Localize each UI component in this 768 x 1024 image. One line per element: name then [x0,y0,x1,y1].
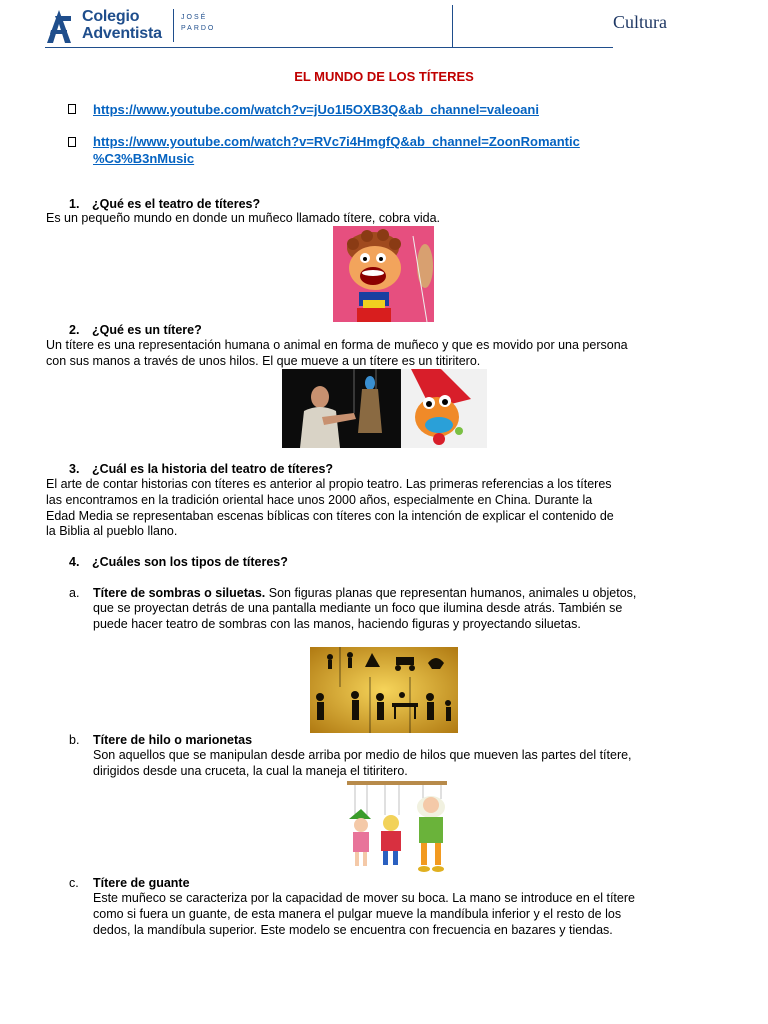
section-label: Cultura [613,12,667,32]
header-divider [452,5,453,47]
type-a: a. Títere de sombras o siluetas. Son figuras planas que representan humanos, animales u objetos, [69,586,637,600]
type-b: b. Títere de hilo o marionetas [69,733,253,747]
header-rule [45,47,613,48]
bullet-icon [68,104,76,114]
type-c: c. Títere de guante [69,876,190,890]
answer-3: El arte de contar historias con títeres es anterior al propio teatro. Las primeras referencias a los títeres las encontramos en la tradición oriental hace unos 2000 años, especialmente en China. Durante la Edad Media se representaban escenas bíblicas con títeres con la intención de explicar el contenido de la Biblia al pueblo llano. [46,477,614,539]
answer-2: Un títere es una representación humana o animal en forma de muñeco y que es movido por una persona con sus manos a través de unos hilos. El que mueve a un títere es un titiritero. [46,338,628,368]
puppet-image [333,226,434,322]
question-2: 2. ¿Qué es un títere? [69,323,202,337]
question-1: 1. ¿Qué es el teatro de títeres? [69,197,261,211]
glove-puppet-image [401,369,487,448]
logo-line1: Colegio [82,8,140,25]
page-header [0,0,768,50]
logo-sub1: JOSÉ [181,14,208,21]
page-title: EL MUNDO DE LOS TÍTERES [294,69,474,84]
logo-line2: Adventista [82,25,162,42]
type-a-desc: que se proyectan detrás de una pantalla mediante un foco que ilumina desde atrás. También se puede hacer teatro de sombras con las manos, haciendo figuras y proyectando siluetas. [93,601,623,631]
question-4: 4. ¿Cuáles son los tipos de títeres? [69,555,288,569]
school-logo-mark [45,8,73,44]
shadow-puppets-image [310,647,458,733]
bullet-icon [68,137,76,147]
video-link-1[interactable]: https://www.youtube.com/watch?v=jUo1I5OXB3Q&ab_channel=valeoani [93,102,539,117]
answer-1: Es un pequeño mundo en donde un muñeco llamado títere, cobra vida. [46,211,441,225]
marionettes-image [327,779,464,876]
logo-separator [173,9,174,42]
video-link-2[interactable]: https://www.youtube.com/watch?v=RVc7i4HmgfQ&ab_channel=ZoonRomantic [93,134,580,149]
logo-sub2: PARDO [181,25,216,32]
type-c-desc: Este muñeco se caracteriza por la capacidad de mover su boca. La mano se introduce en el títere como si fuera un guante, de esta manera el pulgar mueve la mandíbula inferior y el resto de los dedos, la mandíbula superior. Este modelo se encuentra con frecuencia en bazares y tiendas. [93,891,635,937]
question-3: 3. ¿Cuál es la historia del teatro de títeres? [69,462,334,476]
school-logo [45,8,225,46]
video-link-2-cont[interactable]: %C3%B3nMusic [93,151,195,166]
type-b-desc: Son aquellos que se manipulan desde arriba por medio de hilos que mueven las partes del títere, dirigidos desde una cruceta, la cual la maneja el titiritero. [93,748,632,778]
puppeteer-image [282,369,401,448]
